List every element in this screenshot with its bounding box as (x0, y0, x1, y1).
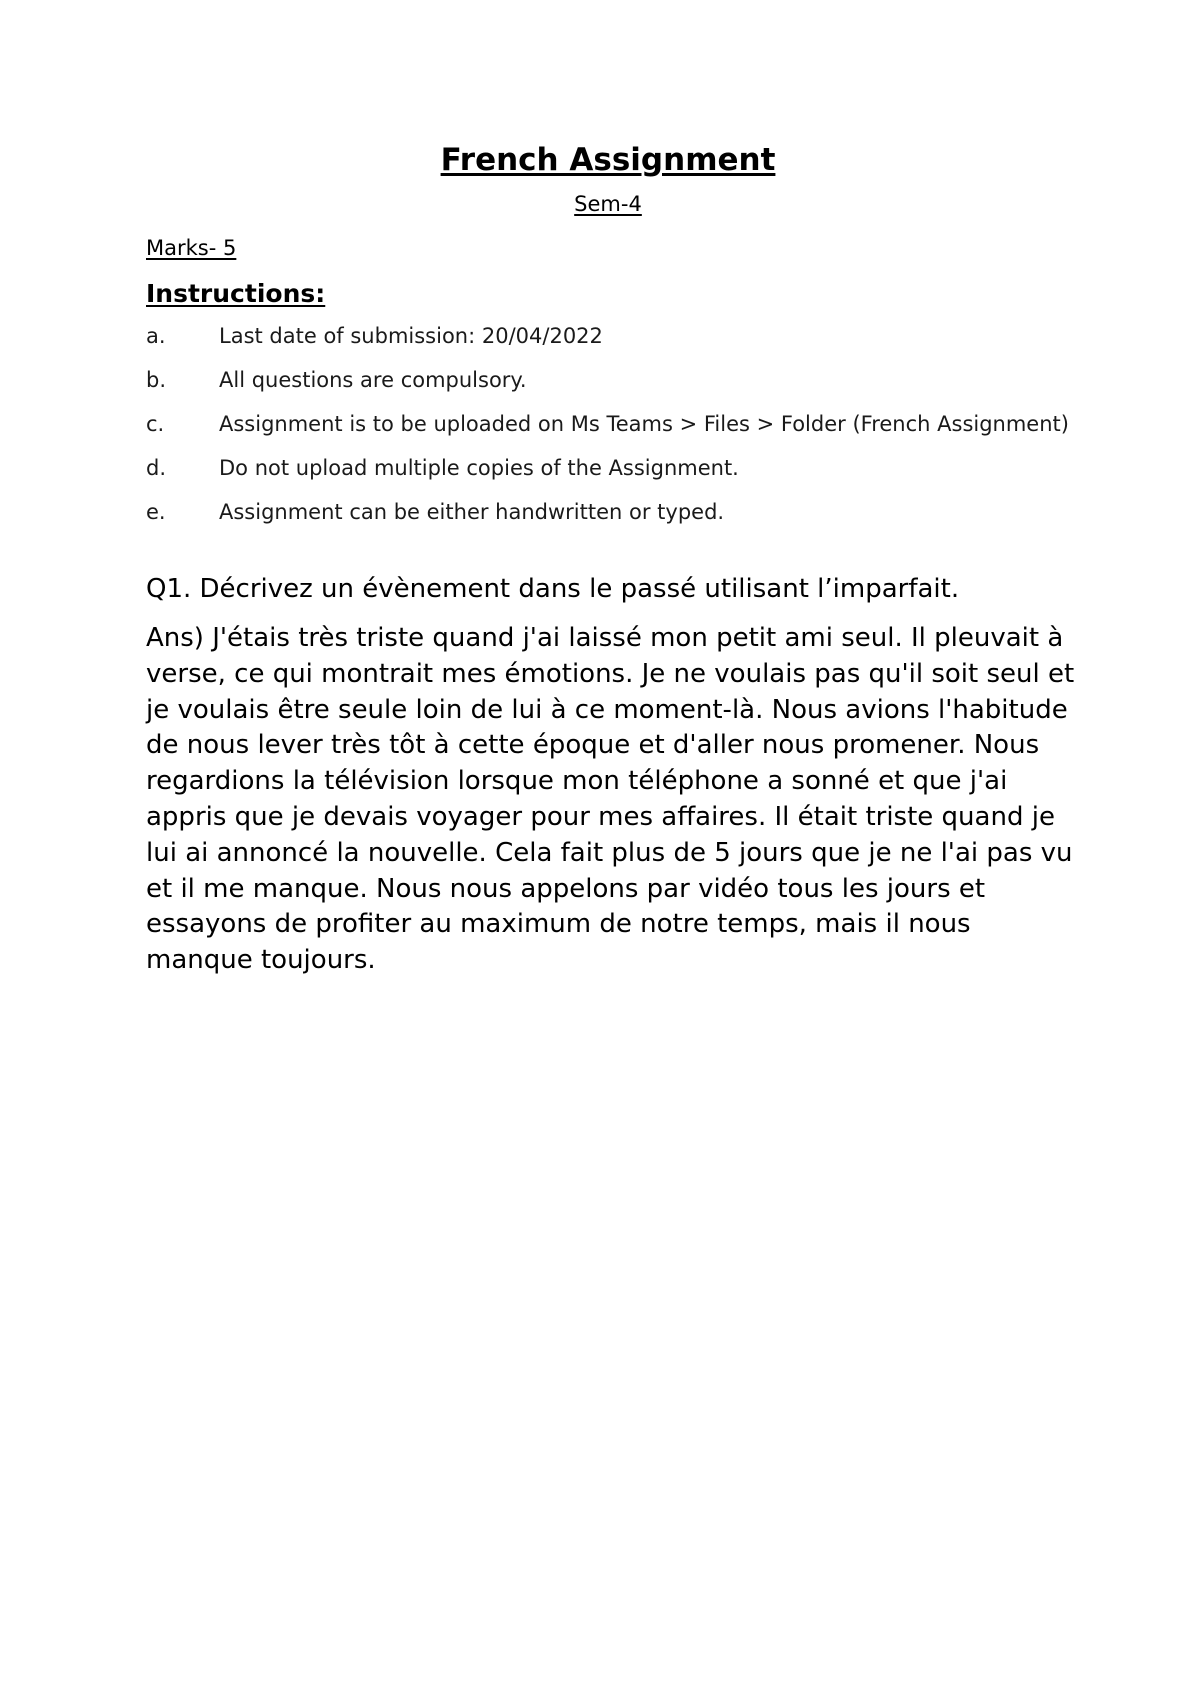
instruction-item-e (146, 498, 1070, 527)
instructions-heading: Instructions: (146, 279, 326, 308)
instruction-item-b (146, 366, 1070, 395)
instruction-text: All questions are compulsory. (219, 368, 527, 392)
instruction-marker: a. (146, 324, 166, 348)
document-body (146, 140, 1075, 979)
question-text: Q1. Décrivez un évènement dans le passé utilisant l’imparfait. (146, 574, 960, 604)
instruction-text: Assignment is to be uploaded on Ms Teams > Files > Folder (French Assignment) (219, 412, 1069, 436)
instruction-marker: d. (146, 456, 167, 480)
instruction-list (146, 322, 1070, 527)
instruction-marker: e. (146, 500, 166, 524)
semester-label: Sem-4 (574, 192, 642, 216)
instruction-item-a (146, 322, 1070, 351)
instruction-marker: b. (146, 368, 167, 392)
instruction-item-d (146, 454, 1070, 483)
instruction-text: Last date of submission: 20/04/2022 (219, 324, 603, 348)
instruction-marker: c. (146, 412, 165, 436)
instruction-text: Do not upload multiple copies of the Assignment. (219, 456, 739, 480)
instruction-item-c (146, 410, 1070, 439)
marks-label: Marks- 5 (146, 236, 237, 260)
answer-text: Ans) J'étais très triste quand j'ai laissé mon petit ami seul. Il pleuvait à verse, ce qui montrait mes émotions. Je ne voulais pas qu'il soit seul et je voulais être seule loin de lui à ce moment-là. Nous avions l'habitude de nous lever très tôt à cette époque et d'aller nous promener. Nous regardions la télévision lorsque mon téléphone a sonné et que j'ai appris que je devais voyager pour mes affaires. Il était triste quand je lui ai annoncé la nouvelle. Cela fait plus de 5 jours que je ne l'ai pas vu et il me manque. Nous nous appelons par vidéo tous les jours et essayons de profiter au maximum de notre temps, mais il nous manque toujours. (146, 623, 1075, 976)
instruction-text: Assignment can be either handwritten or typed. (219, 500, 725, 524)
document-title: French Assignment (440, 142, 776, 178)
